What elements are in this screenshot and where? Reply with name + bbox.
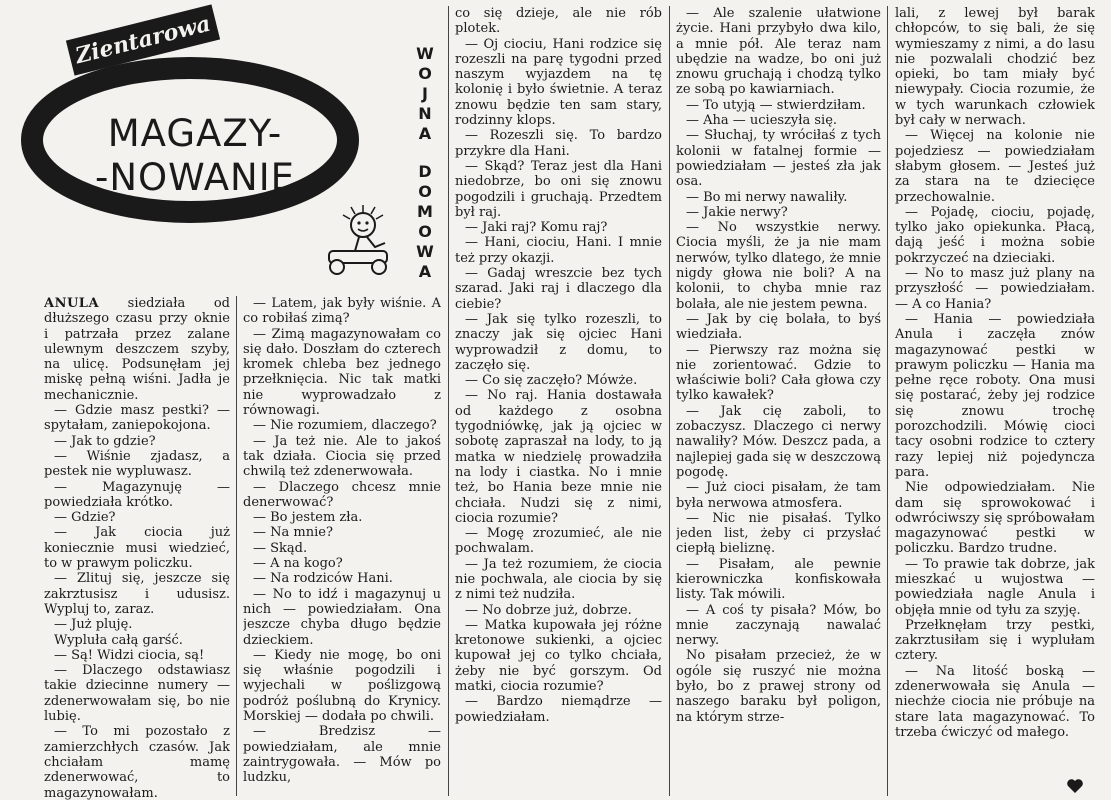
paragraph [676,205,881,220]
paragraph-text: — Jaki raj? Komu raj? [465,220,608,236]
paragraph-text: — Jak by cię bolała, to byś wiedziała. [676,311,881,343]
paragraph-text: lali, z lewej był barak chłopców, to się bali, że się wymieszamy z nimi, a do lasu nie pozwalali chodzić bez opieki, bo tam miały być niewypały. Ciocia rozumie, że w tych warunkach człowiek był cały w nerwach. [895,6,1095,129]
series-letter: W [416,242,434,261]
paragraph-text: — Zlituj się, jeszcze się zakrztusisz i udusisz. Wypluj to, zaraz. [44,571,230,617]
paragraph-text: — To prawie tak dobrze, jak mieszkać u wujostwa — powiedziała nagle Anula i objęła mnie od tyłu za szyję. [895,556,1095,618]
paragraph-text: Nie odpowiedziałam. Nie dam się sprowokować i odwróciwszy się spróbowałam magazynować pestki w policzku. Bardzo trudne. [895,480,1095,557]
paragraph [455,557,662,603]
paragraph-text: — Gdzie masz pestki? — spytałam, zaniepokojona. [44,403,230,434]
series-letter: N [418,104,432,123]
paragraph [243,724,441,785]
paragraph-text: — Co się zaczęło? Mówże. [465,373,638,389]
text-column-3 [455,6,662,800]
paragraph-text: — To mi pozostało z zamierzchłych czasów. Jak chciałam mamę zdenerwować, to magazynowałam. [44,724,230,800]
column-divider [669,6,670,796]
paragraph-text: — Gdzie? [54,510,116,526]
paragraph [455,618,662,694]
paragraph-text: — Pierwszy raz można się nie zorientować. Gdzie to właściwie boli? Cała głowa czy tylko kawałek? [676,342,881,404]
paragraph [895,312,1095,480]
paragraph [243,418,441,433]
paragraph-text: — Rozeszli się. To bardzo przykre dla Hani. [455,128,662,159]
paragraph-text: — Słuchaj, ty wróciłaś z tych kolonii w fatalnej formie — powiedziałam — jesteś zła jak osa. [676,128,881,190]
paragraph-text: — Bardzo niemądrze — powiedziałam. [455,694,662,725]
paragraph-text: — Pisałam, ale pewnie kierowniczka konfiskowała listy. Tak mówili. [676,556,881,603]
paragraph-text: — No wszystkie nerwy. Ciocia myśli, że ja nie mam nerwów, tylko dlatego, że mnie nigdy głowa nie boli? A na kolonii, to chyba mnie raz bolała, ale nie jestem pewna. [676,220,881,312]
paragraph [243,296,441,327]
paragraph-text: — Dlaczego odstawiasz takie dziecinne numery — zdenerwowałam się, bo nie lubię. [44,663,230,725]
paragraph [44,525,230,571]
text-column-4 [676,6,881,800]
heart-icon [1066,778,1084,794]
paragraph-text: — Oj ciociu, Hani rodzice się rozeszli na parę tygodni przed naszym wyjazdem na tę kolonię i było świetnie. A teraz znowu będzie ten sam stary, rodzinny klops. [455,36,662,129]
paragraph-text: — A coś ty pisała? Mów, bo mnie zaczynają nawalać nerwy. [676,602,881,649]
paragraph [243,480,441,511]
paragraph-text: — Są! Widzi ciocia, są! [54,647,205,663]
paragraph-text: — Kiedy nie mogę, bo oni się właśnie pogodzili i wyjechali w poślizgową podróż poślubną do Krynicy. Morskiej — dodała po chwili. [243,647,441,725]
paragraph [455,526,662,557]
title-line-1: MAGAZY- [107,112,283,155]
paragraph-text: — Już cioci pisałam, że tam była nerwowa atmosfera. [676,480,881,511]
paragraph [243,541,441,556]
paragraph [455,373,662,388]
paragraph [44,648,230,663]
paragraph-text: — No raj. Hania dostawała od każdego z osobna tygodniówkę, jak ją ojciec w sobotę zapraszał na lody, to ją matka w niedzielę prowadziła na lody i ciastka. No i mnie też, bo Hania beze mnie nie chciała. Nudzi się z nimi, ciocia rozumie? [455,388,662,526]
paragraph-text: — To utyją — stwierdziłam. [686,97,866,113]
paragraph [243,525,441,540]
paragraph [676,128,881,189]
paragraph-text: — Bo mi nerwy nawaliły. [686,189,848,205]
paragraph-text: — No to masz już plany na przyszłość — powiedziałam. — A co Hania? [895,266,1095,312]
column-divider [236,296,237,796]
paragraph-text: — Jak się tylko rozeszli, to znaczy jak się ojciec Hani wyprowadził z domu, to zaczęło się. [455,311,662,373]
series-word-1 [410,44,440,144]
series-letter: O [418,182,432,201]
paragraph-text: — Wiśnie zjadasz, a pestek nie wypluwasz. [44,448,230,480]
series-letter: D [418,162,432,181]
paragraph [243,434,441,480]
paragraph [44,480,230,511]
paragraph [895,6,1095,128]
paragraph [44,296,230,403]
paragraph-text: — Aha — ucieszyła się. [686,113,838,129]
paragraph [455,37,662,129]
paragraph-text: — Jak ciocia już koniecznie musi wiedzieć, to w prawym policzku. [44,525,230,572]
paragraph-text: — Na mnie? [253,525,333,541]
paragraph [895,266,1095,312]
paragraph-text: — Magazynuję — powiedziała krótko. [44,479,230,510]
paragraph-text: — Dlaczego chcesz mnie denerwować? [243,479,441,510]
column-divider [448,6,449,796]
series-letter: A [418,124,432,143]
text-column-2 [243,296,441,800]
paragraph-text: — A na kogo? [253,556,343,572]
paragraph-text: — Na rodziców Hani. [253,571,393,587]
paragraph [676,6,881,98]
paragraph [676,220,881,312]
series-letter: O [418,222,432,241]
paragraph-text: — Latem, jak były wiśnie. A co robiłaś zimą? [243,296,441,327]
paragraph [895,480,1095,556]
paragraph-text: No pisałam przecież, że w ogóle się ruszyć nie można było, bo z prawej strony od naszego baraku był poligon, na którym strze- [676,648,881,725]
author-tag: Zientarowa [66,4,220,75]
paragraph [676,648,881,724]
paragraph [895,557,1095,618]
paragraph [676,511,881,557]
series-word-2 [410,162,440,282]
paragraph [243,571,441,586]
paragraph [243,327,441,419]
paragraph-text: Wypluła całą garść. [54,632,183,648]
paragraph [895,205,1095,266]
paragraph [243,510,441,525]
paragraph-text: co się dzieje, ale nie rób plotek. [455,6,662,37]
paragraph-text: — Już pluję. [54,617,133,633]
paragraph-text: siedziała od dłuższego czasu przy oknie i patrzała przez zalane ulewnym deszczem szyby, na ulicę. Podsunęłam jej miskę pełną wiśni. Jadła je mechanicznie. [44,296,230,403]
paragraph [676,312,881,343]
lead-word: ANULA [44,296,100,311]
paragraph-text: — Ja też rozumiem, że ciocia nie pochwala, ale ciocia by się z nimi też nudziła. [455,556,662,603]
paragraph [676,557,881,603]
paragraph [44,403,230,434]
paragraph-text: — Skąd. [253,540,308,556]
series-vertical-title [410,44,440,300]
paragraph [44,724,230,800]
paragraph-text: Przełknęłam trzy pestki, zakrztusiłam się i wyplułam cztery. [895,617,1095,664]
paragraph [455,220,662,235]
title-line-2: -NOWANIE [95,156,295,199]
paragraph [243,556,441,571]
paragraph [455,388,662,526]
paragraph [455,6,662,37]
paragraph [44,633,230,648]
paragraph [455,312,662,373]
paragraph-text: — Na litość boską — zdenerwowała się Anula — niechże ciocia nie próbuje na stare lata magazynować. To trzeba ćwiczyć od małego. [895,663,1095,740]
paragraph [455,266,662,312]
paragraph-text: — Bo jestem zła. [253,510,363,526]
paragraph [44,434,230,449]
paragraph [44,449,230,480]
paragraph [676,113,881,128]
paragraph-text: — Nic nie pisałaś. Tylko jeden list, żeby ci przysłać ciepłą bieliznę. [676,510,881,557]
paragraph-text: — Ja też nie. Ale to jakoś tak działa. Ciocia się przed chwilą też zdenerwowała. [243,433,441,480]
paragraph [676,603,881,649]
header-illustration [0,0,450,290]
paragraph-text: — No to idź i magazynuj u nich — powiedziałam. Ona jeszcze chyba długo będzie dzieckiem. [243,586,441,648]
paragraph-text: — Ale szalenie ułatwione życie. Hani przybyło dwa kilo, a mnie pół. Ale teraz nam ubędzie na wadze, bo oni już znowu gruchają i chodzą tylko ze sobą po kawiarniach. [676,6,881,98]
series-letter: J [422,84,428,103]
paragraph-text: — Hania — powiedziała Anula i zaczęła znów magazynować pestki w prawym policzku — Hania ma pełne ręce roboty. Ona musi się postarać, żeby jej rodzice się znowu trochę porozchodzili. Mówię cioci tacy osobni rodzice to cztery razy lepiej niż pojedyncza para. [895,311,1095,480]
paragraph-text: — Zimą magazynowałam co się dało. Doszłam do czterech kromek chleba bez jednego przełknięcia. Nic tak matki nie wyprowadzało z równowagi. [243,326,441,419]
paragraph-text: — Hani, ciociu, Hani. I mnie też przy okazji. [455,235,662,266]
paragraph [676,190,881,205]
article-title [70,112,320,200]
paragraph-text: — Bredzisz — powiedziałam, ale mnie zaintrygowała. — Mów po ludzku, [243,724,441,786]
paragraph [895,618,1095,664]
paragraph-text: — Jak to gdzie? [54,433,156,449]
text-column-5 [895,6,1095,778]
column-divider [887,6,888,796]
series-letter: W [416,44,434,63]
paragraph [895,128,1095,204]
paragraph [243,648,441,724]
paragraph-text: — Nie rozumiem, dlaczego? [253,418,437,434]
paragraph [44,663,230,724]
paragraph-text: — No dobrze już, dobrze. [465,602,632,618]
paragraph [676,480,881,511]
paragraph [455,603,662,618]
paragraph [44,510,230,525]
paragraph-text: — Jak cię zaboli, to zobaczysz. Dlaczego ci nerwy nawaliły? Mów. Deszcz pada, a najlepiej gada się w deszczową pogodę. [676,403,881,480]
paragraph-text: — Jakie nerwy? [686,204,788,220]
series-letter: O [418,64,432,83]
paragraph [676,404,881,480]
series-letter: A [418,262,432,281]
paragraph [44,617,230,632]
paragraph [243,587,441,648]
text-column-1 [44,296,230,800]
cartoon-car-icon [315,205,405,280]
paragraph-text: — Matka kupowała jej różne kretonowe sukienki, a ojciec kupował jej co tylko chciała, żeby nie być gorszym. Od matki, ciocia rozumie? [455,617,662,695]
paragraph-text: — Więcej na kolonie nie pojedziesz — powiedziałam słabym głosem. — Jesteś już za stara na te dziecięce przechowalnie. [895,128,1095,205]
paragraph [455,128,662,159]
paragraph [44,571,230,617]
paragraph-text: — Skąd? Teraz jest dla Hani niedobrze, bo oni się znowu pogodzili i gruchają. Przedtem był raj. [455,158,662,220]
paragraph [455,235,662,266]
paragraph [676,98,881,113]
paragraph [895,664,1095,740]
paragraph-text: — Pojadę, ciociu, pojadę, tylko jako opiekunka. Płacą, dają jeść i można sobie pokrzyczeć na dzieciaki. [895,204,1095,266]
paragraph [455,159,662,220]
paragraph [455,694,662,725]
paragraph-text: — Gadaj wreszcie bez tych szarad. Jaki raj i dlaczego dla ciebie? [455,266,662,312]
paragraph-text: — Mogę zrozumieć, ale nie pochwalam. [455,526,662,557]
paragraph [676,343,881,404]
series-letter: M [417,202,433,221]
